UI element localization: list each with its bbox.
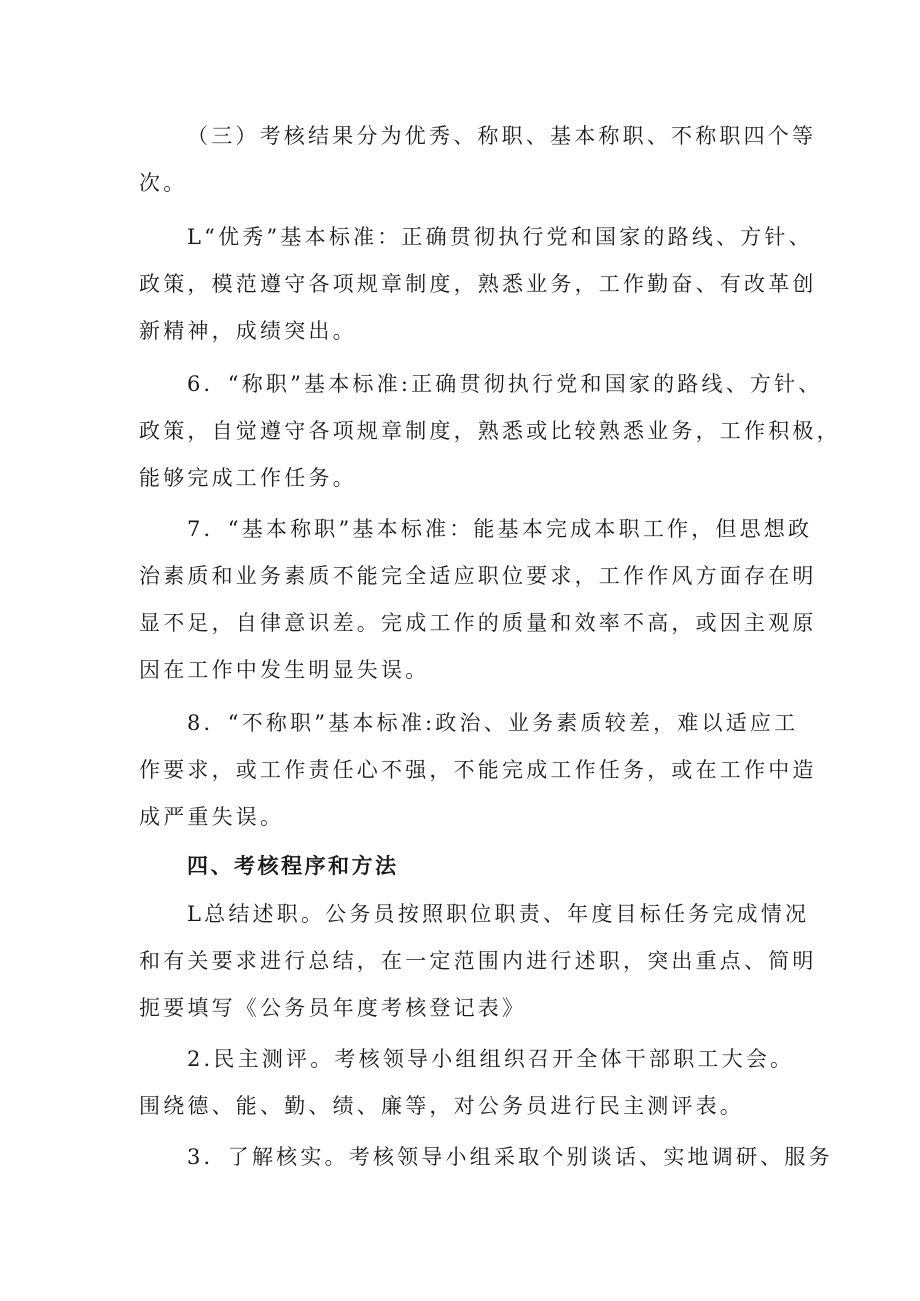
paragraph-competent-standard (139, 361, 841, 502)
text-line: 政策，模范遵守各项规章制度，熟悉业务，工作勤奋、有改革创 (139, 272, 817, 296)
paragraph-basically-competent-standard (139, 506, 817, 694)
text-line: 显不足，自律意识差。完成工作的质量和效率不高，或因主观原 (139, 611, 817, 635)
text-line: 治素质和业务素质不能完全适应职位要求，工作作风方面存在明 (139, 564, 817, 588)
text-line: 政策，自觉遵守各项规章制度，熟悉或比较熟悉业务，工作积极， (139, 419, 841, 443)
paragraph-summary-report (139, 891, 817, 1032)
section-heading: 四、考核程序和方法 (187, 854, 399, 878)
text-line: 3．了解核实。考核领导小组采取个别谈话、实地调研、服务 (187, 1145, 833, 1169)
text-line: 和有关要求进行总结，在一定范围内进行述职，突出重点、简明 (139, 949, 817, 973)
paragraph-incompetent-standard (139, 700, 817, 841)
text-line: 新精神，成绩突出。 (139, 319, 357, 343)
text-line: 能够完成工作任务。 (139, 466, 357, 490)
text-line: 扼要填写《公务员年度考核登记表》 (139, 996, 527, 1020)
text-line: L“优秀”基本标准：正确贯彻执行党和国家的路线、方针、 (187, 225, 813, 249)
text-line: 围绕德、能、勤、绩、廉等，对公务员进行民主测评表。 (139, 1094, 744, 1118)
text-line: 8．“不称职”基本标准:政治、业务素质较差，难以适应工 (187, 711, 799, 735)
paragraph-grade-levels (139, 113, 817, 207)
paragraph-excellent-standard (139, 214, 817, 355)
paragraph-verification (139, 1134, 833, 1181)
text-line: 因在工作中发生明显失误。 (139, 658, 430, 682)
text-line: 6．“称职”基本标准:正确贯彻执行党和国家的路线、方针、 (187, 372, 823, 396)
text-line: L总结述职。公务员按照职位职责、年度目标任务完成情况 (187, 902, 810, 926)
text-line: 作要求，或工作责任心不强，不能完成工作任务，或在工作中造 (139, 758, 817, 782)
text-line: 2.民主测评。考核领导小组组织召开全体干部职工大会。 (187, 1047, 795, 1071)
text-line: 次。 (139, 171, 188, 195)
paragraph-democratic-evaluation (139, 1036, 799, 1130)
text-line: 成严重失误。 (139, 805, 285, 829)
text-line: （三）考核结果分为优秀、称职、基本称职、不称职四个等 (187, 124, 817, 148)
text-line: 7．“基本称职”基本标准：能基本完成本职工作，但思想政 (187, 517, 813, 541)
